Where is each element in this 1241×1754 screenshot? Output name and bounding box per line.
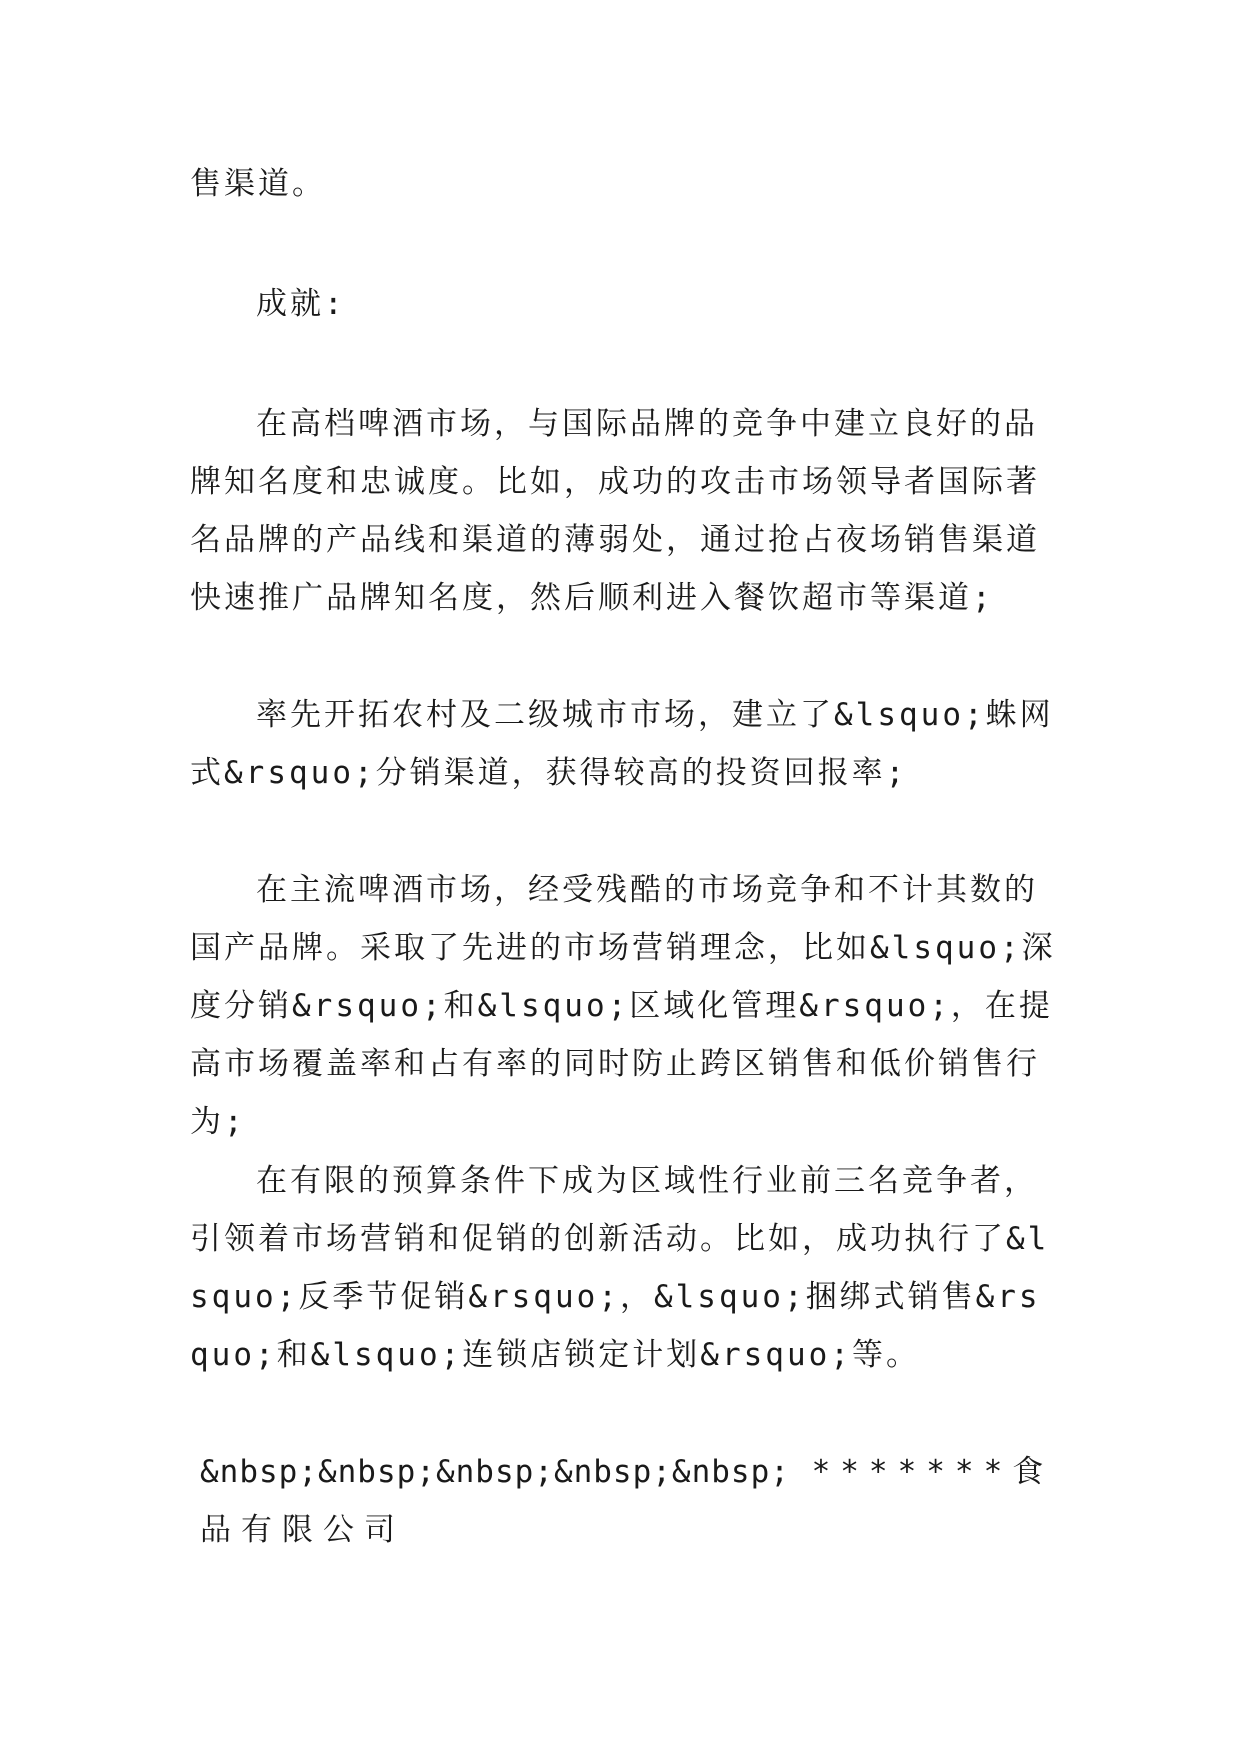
signature-line <box>200 1443 1060 1559</box>
paragraph-premium-market: 在高档啤酒市场，与国际品牌的竞争中建立良好的品牌知名度和忠诚度。比如，成功的攻击市场领导者国际著名品牌的产品线和渠道的薄弱处，通过抢占夜场销售渠道快速推广品牌知名度，然后顺利进入餐饮超市等渠道; <box>190 406 1040 616</box>
section-heading-achievements: 成就: <box>256 286 346 322</box>
paragraph-mainstream-market: 在主流啤酒市场，经受残酷的市场竞争和不计其数的国产品牌。采取了先进的市场营销理念，比如&lsquo;深度分销&rsquo;和&lsquo;区域化管理&rsquo;，在提高市场覆盖率和占有率的同时防止跨区销售和低价销售行为; <box>190 872 1056 1140</box>
paragraph-rural-market: 率先开拓农村及二级城市市场，建立了&lsquo;蛛网式&rsquo;分销渠道，获得较高的投资回报率; <box>190 697 1054 791</box>
signature-prefix: &nbsp;&nbsp;&nbsp;&nbsp;&nbsp; <box>200 1454 790 1490</box>
paragraph-limited-budget: 在有限的预算条件下成为区域性行业前三名竞争者，引领着市场营销和促销的创新活动。比如，成功执行了&lsquo;反季节促销&rsquo;，&lsquo;捆绑式销售&rsquo;和&lsquo;连锁店锁定计划&rsquo;等。 <box>190 1163 1050 1373</box>
signature-company: *******食品有限公司 <box>200 1454 1054 1548</box>
paragraph-continuation: 售渠道。 <box>190 166 326 202</box>
